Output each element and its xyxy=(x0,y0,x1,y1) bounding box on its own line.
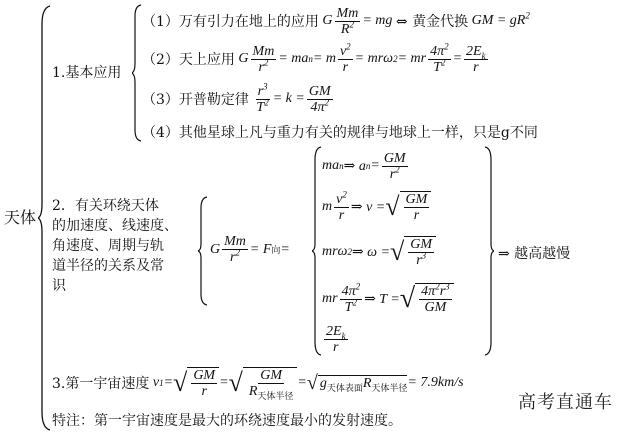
special-note: 特注：第一宇宙速度是最大的环绕速度最小的发射速度。 xyxy=(52,413,402,429)
relation-angular-velocity: mrω 2 ⇒ ω = √ $\frac{GM}{r^3}$ xyxy=(322,230,436,274)
section3-result: = 7.9km/s xyxy=(407,375,464,390)
section1-brace xyxy=(132,4,142,142)
item1-golden-formula: GM = $gR^2$ xyxy=(468,10,530,28)
item3-number: （3） xyxy=(142,92,179,108)
root-title: 天体 xyxy=(4,208,37,227)
relation-acceleration: ma n ⇒ a n = $\frac{GM}{r^2}$ xyxy=(322,150,406,182)
relation-period: mr $\frac{4\pi^2}{T^2}$ ⇒ T = √ $\frac{4\pi^2r^3}{GM}$ xyxy=(322,276,454,322)
section2-label-line1: 2．有关环绕天体 xyxy=(52,198,159,214)
section3-label: 3.第一宇宙速度 xyxy=(52,376,150,392)
section3-formula: v 1 = √ $\frac{GM}{r}$ = √ $\frac{GM}{R_{天体半径}}$ = √ $g_{天体表面}R_{天体半径}$ xyxy=(149,368,408,401)
item2-number: （2） xyxy=(142,52,179,68)
watermark-text: 高考直通车 xyxy=(518,392,613,413)
item4-text: 其他星球上凡与重力有关的规律与地球上一样，只是g不同 xyxy=(178,125,538,141)
item2-text: 天上应用 xyxy=(178,52,235,68)
section2-label xyxy=(52,196,178,296)
section1-label: 1.基本应用 xyxy=(52,65,122,81)
relation-kinetic: $\frac{2E_k}{r}$ xyxy=(326,323,346,355)
section2-label-line2: 的加速度、线速度、 xyxy=(52,218,178,234)
item1-text: 万有引力在地上的应用 xyxy=(178,14,319,30)
item1-formula: G $\frac{Mm}{R^2}$ = mg xyxy=(318,5,396,37)
section2-brace-right xyxy=(312,146,322,356)
section3 xyxy=(52,362,464,404)
section2-conclusion: ⇒ 越高越慢 xyxy=(498,246,571,262)
root-brace xyxy=(38,4,52,432)
section1-item3 xyxy=(142,82,335,116)
section1-item2 xyxy=(142,42,490,76)
relation-velocity: m $\frac{v^2}{r}$ ⇒ v = √ $\frac{GM}{r}$ xyxy=(322,186,431,228)
item3-text: 开普勒定律 xyxy=(178,92,249,108)
item4-number: （4） xyxy=(142,125,179,141)
section2-brace-close xyxy=(484,146,494,356)
item3-formula: $\frac{r^3}{T^2}$ = k = $\frac{GM}{4\pi^2}$ xyxy=(256,80,331,115)
item1-number: （1） xyxy=(142,14,179,30)
item2-formula: G $\frac{Mm}{r^2}$ = ma n = m $\frac{v^2}{r}$ = mrω 2 = mr $\frac{4\pi^2}{T^2}$ = $\frac{2E_k}{r}$ xyxy=(234,40,486,75)
item1-tail: ⇔ 黄金代换 xyxy=(395,14,469,30)
section1-item4 xyxy=(142,122,538,142)
section2-label-line3: 角速度、周期与轨 xyxy=(52,238,164,254)
section2-gravity-formula: G $\frac{Mm}{r^2}$ = F 向 = xyxy=(210,234,290,265)
section1-item1 xyxy=(142,6,530,36)
section2-label-line4: 道半径的关系及常 xyxy=(52,258,164,274)
section2-label-line5: 识 xyxy=(52,278,66,294)
section2-brace-left xyxy=(198,196,208,306)
